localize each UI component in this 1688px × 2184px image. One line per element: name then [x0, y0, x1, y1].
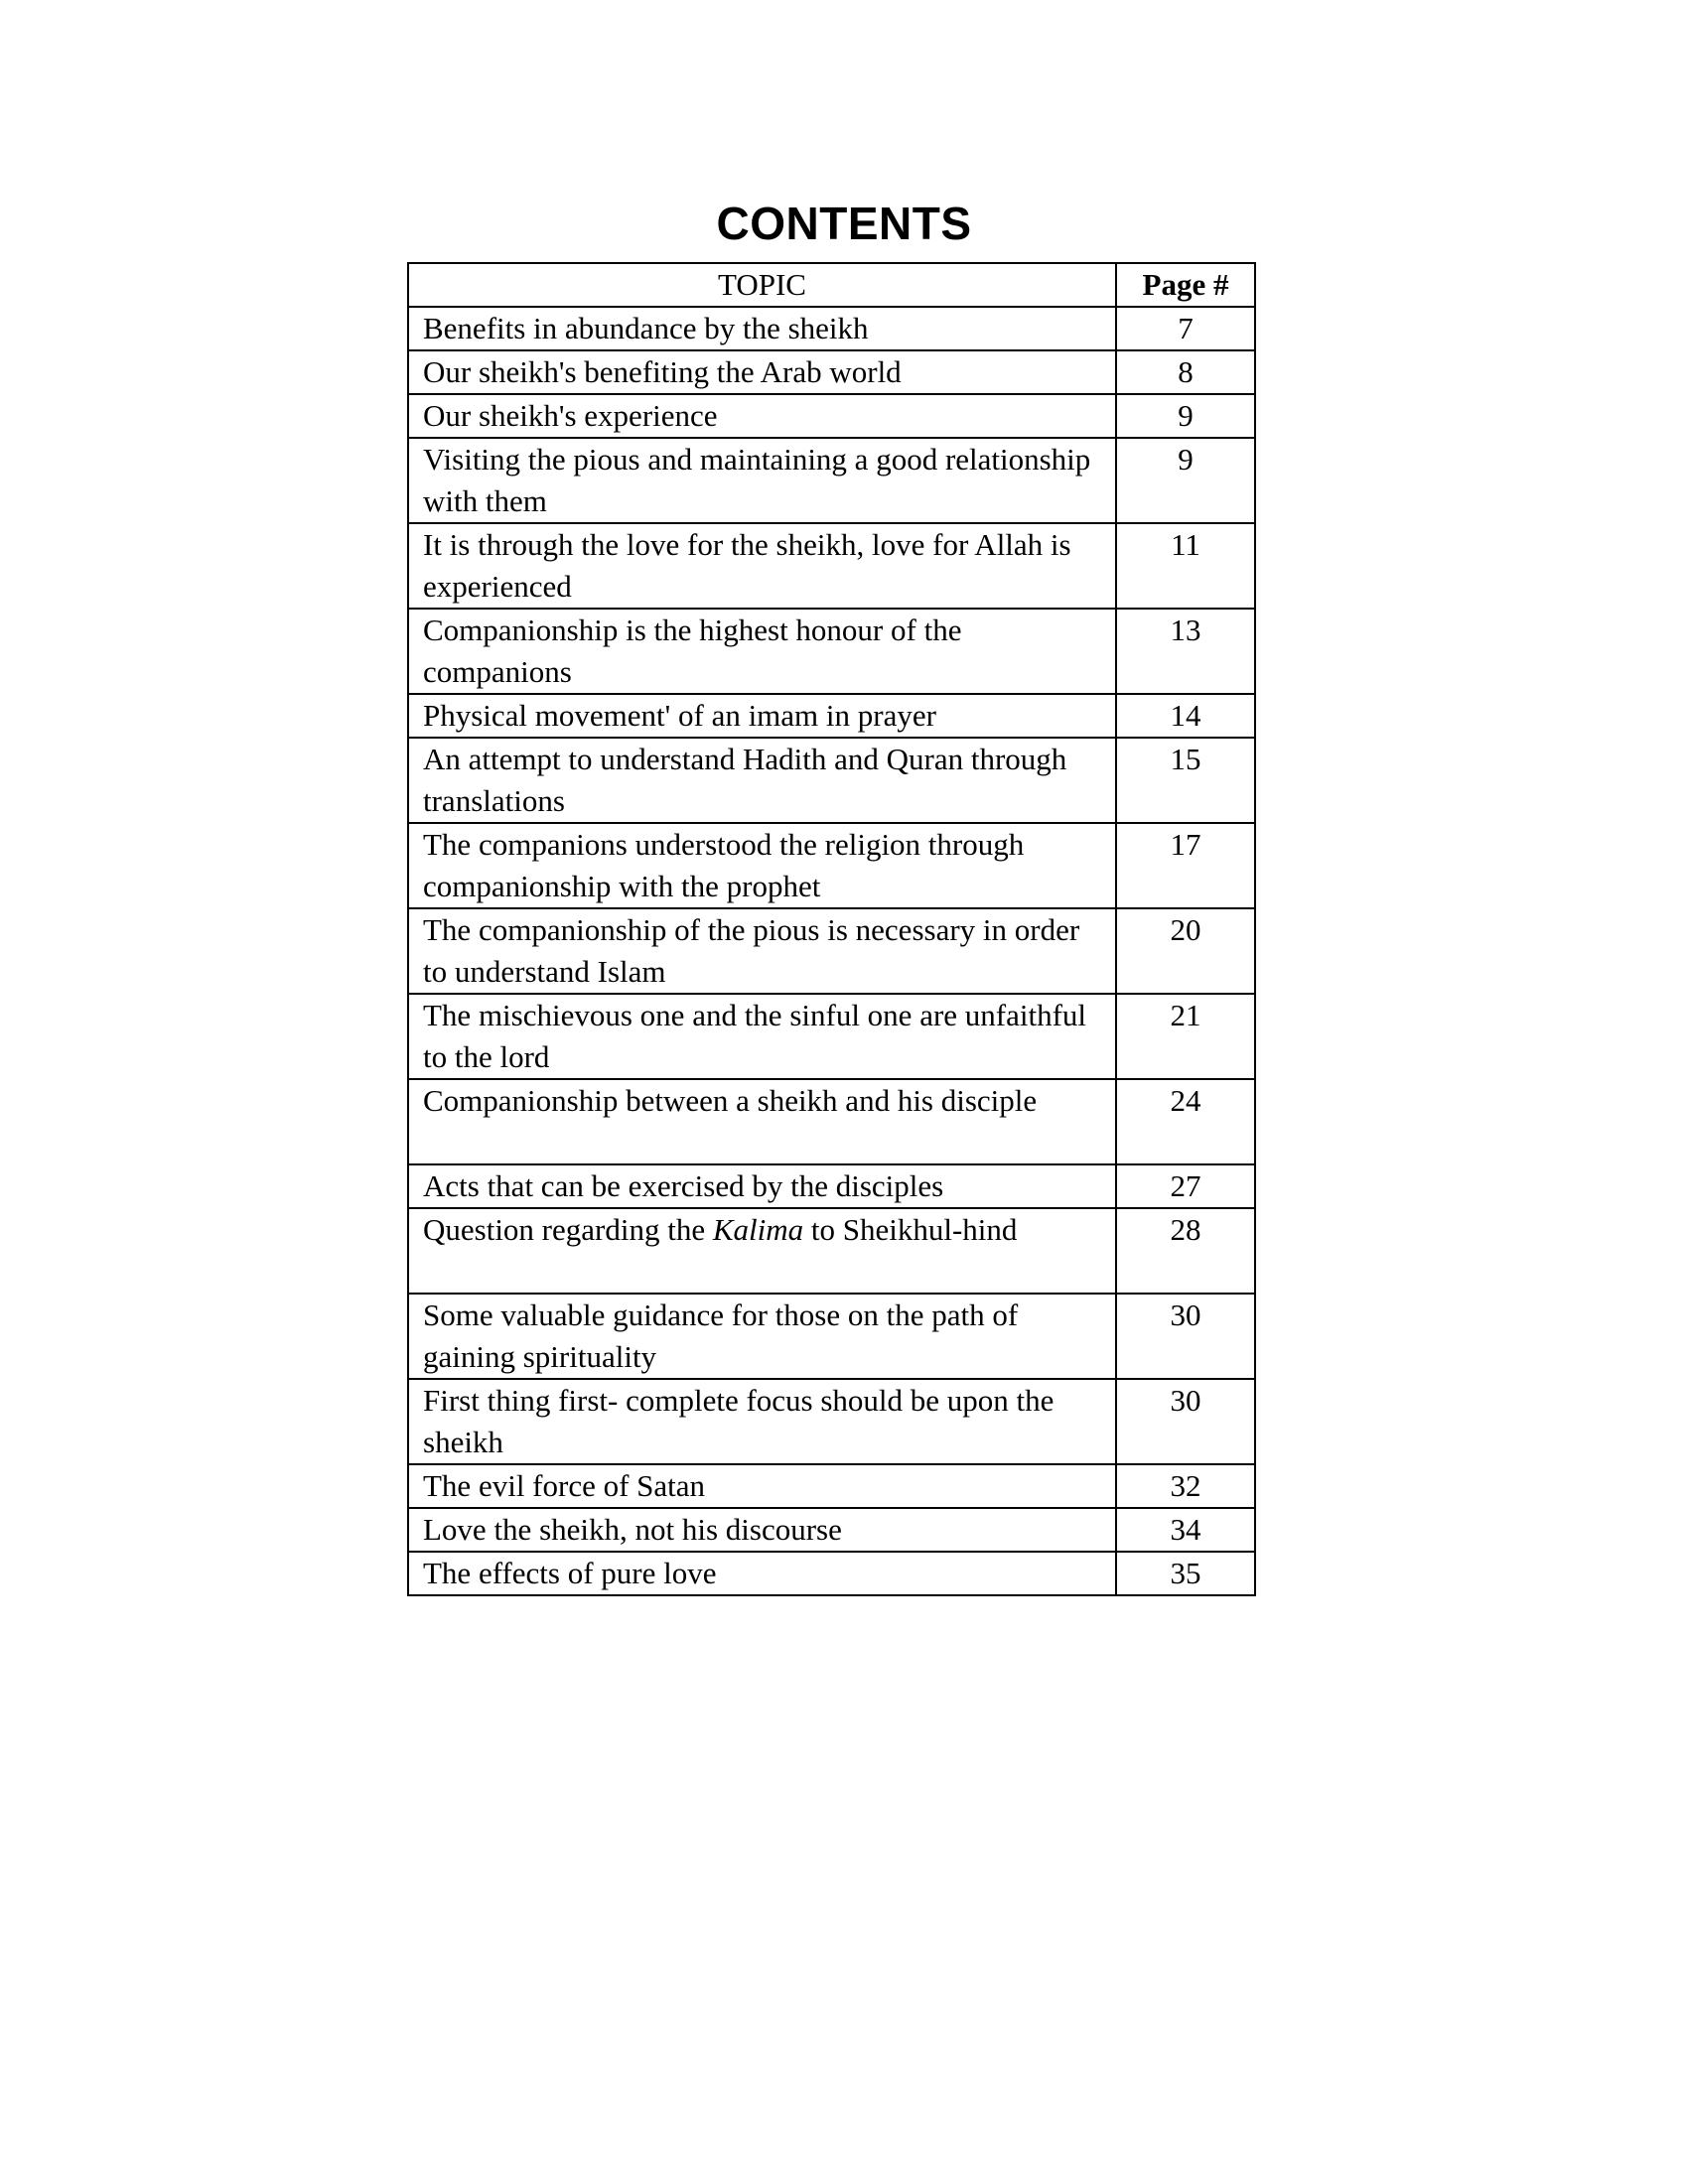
page-number-cell: 21 [1116, 994, 1255, 1079]
table-row [408, 1464, 1255, 1508]
page-number-cell: 30 [1116, 1379, 1255, 1464]
topic-cell: The companions understood the religion through companionship with the prophet [408, 823, 1116, 908]
table-row [408, 350, 1255, 394]
table-row [408, 307, 1255, 350]
table-header-row [408, 263, 1255, 307]
page-number-cell: 17 [1116, 823, 1255, 908]
page-number-cell: 11 [1116, 523, 1255, 609]
topic-cell: The effects of pure love [408, 1552, 1116, 1595]
table-row [408, 694, 1255, 738]
topic-cell: The companionship of the pious is necessary in order to understand Islam [408, 908, 1116, 994]
topic-cell: Our sheikh's benefiting the Arab world [408, 350, 1116, 394]
page-number-cell: 30 [1116, 1294, 1255, 1379]
page-number-cell: 24 [1116, 1079, 1255, 1164]
page-title: CONTENTS [716, 198, 972, 249]
table-row [408, 609, 1255, 694]
table-row [408, 1379, 1255, 1464]
page-number-cell: 14 [1116, 694, 1255, 738]
topic-text: to Sheikhul-hind [803, 1212, 1018, 1247]
table-row [408, 438, 1255, 523]
contents-table [407, 262, 1256, 1596]
topic-cell: First thing first- complete focus should be upon the sheikh [408, 1379, 1116, 1464]
table-row [408, 394, 1255, 438]
table-row [408, 1508, 1255, 1552]
topic-cell: Some valuable guidance for those on the path of gaining spirituality [408, 1294, 1116, 1379]
topic-cell: An attempt to understand Hadith and Quran through translations [408, 738, 1116, 823]
table-row [408, 1552, 1255, 1595]
page-number-cell: 7 [1116, 307, 1255, 350]
topic-cell: Companionship between a sheikh and his disciple [408, 1079, 1116, 1164]
table-row [408, 738, 1255, 823]
page-number-cell: 20 [1116, 908, 1255, 994]
topic-cell: Acts that can be exercised by the disciples [408, 1164, 1116, 1208]
table-row [408, 523, 1255, 609]
topic-cell: The evil force of Satan [408, 1464, 1116, 1508]
table-row [408, 908, 1255, 994]
table-row [408, 1294, 1255, 1379]
page-number-cell: 8 [1116, 350, 1255, 394]
table-row [408, 994, 1255, 1079]
topic-cell: Companionship is the highest honour of the companions [408, 609, 1116, 694]
topic-cell: Our sheikh's experience [408, 394, 1116, 438]
page-number-cell: 32 [1116, 1464, 1255, 1508]
page-column-header: Page # [1116, 263, 1255, 307]
table-row [408, 1079, 1255, 1164]
page-number-cell: 35 [1116, 1552, 1255, 1595]
page-number-cell: 27 [1116, 1164, 1255, 1208]
page-number-cell: 34 [1116, 1508, 1255, 1552]
page-number-cell: 9 [1116, 394, 1255, 438]
topic-cell: Physical movement' of an imam in prayer [408, 694, 1116, 738]
topic-italic-term: Kalima [712, 1212, 804, 1247]
topic-cell: Visiting the pious and maintaining a good relationship with them [408, 438, 1116, 523]
table-row [408, 1164, 1255, 1208]
topic-text: Question regarding the [423, 1212, 713, 1247]
page-number-cell: 28 [1116, 1208, 1255, 1294]
topic-cell: Benefits in abundance by the sheikh [408, 307, 1116, 350]
page-number-cell: 15 [1116, 738, 1255, 823]
table-row [408, 1208, 1255, 1294]
page-number-cell: 9 [1116, 438, 1255, 523]
topic-column-header: TOPIC [408, 263, 1116, 307]
topic-cell: It is through the love for the sheikh, love for Allah is experienced [408, 523, 1116, 609]
topic-cell: Love the sheikh, not his discourse [408, 1508, 1116, 1552]
table-row [408, 823, 1255, 908]
topic-cell [408, 1208, 1116, 1294]
topic-cell: The mischievous one and the sinful one are unfaithful to the lord [408, 994, 1116, 1079]
page-number-cell: 13 [1116, 609, 1255, 694]
